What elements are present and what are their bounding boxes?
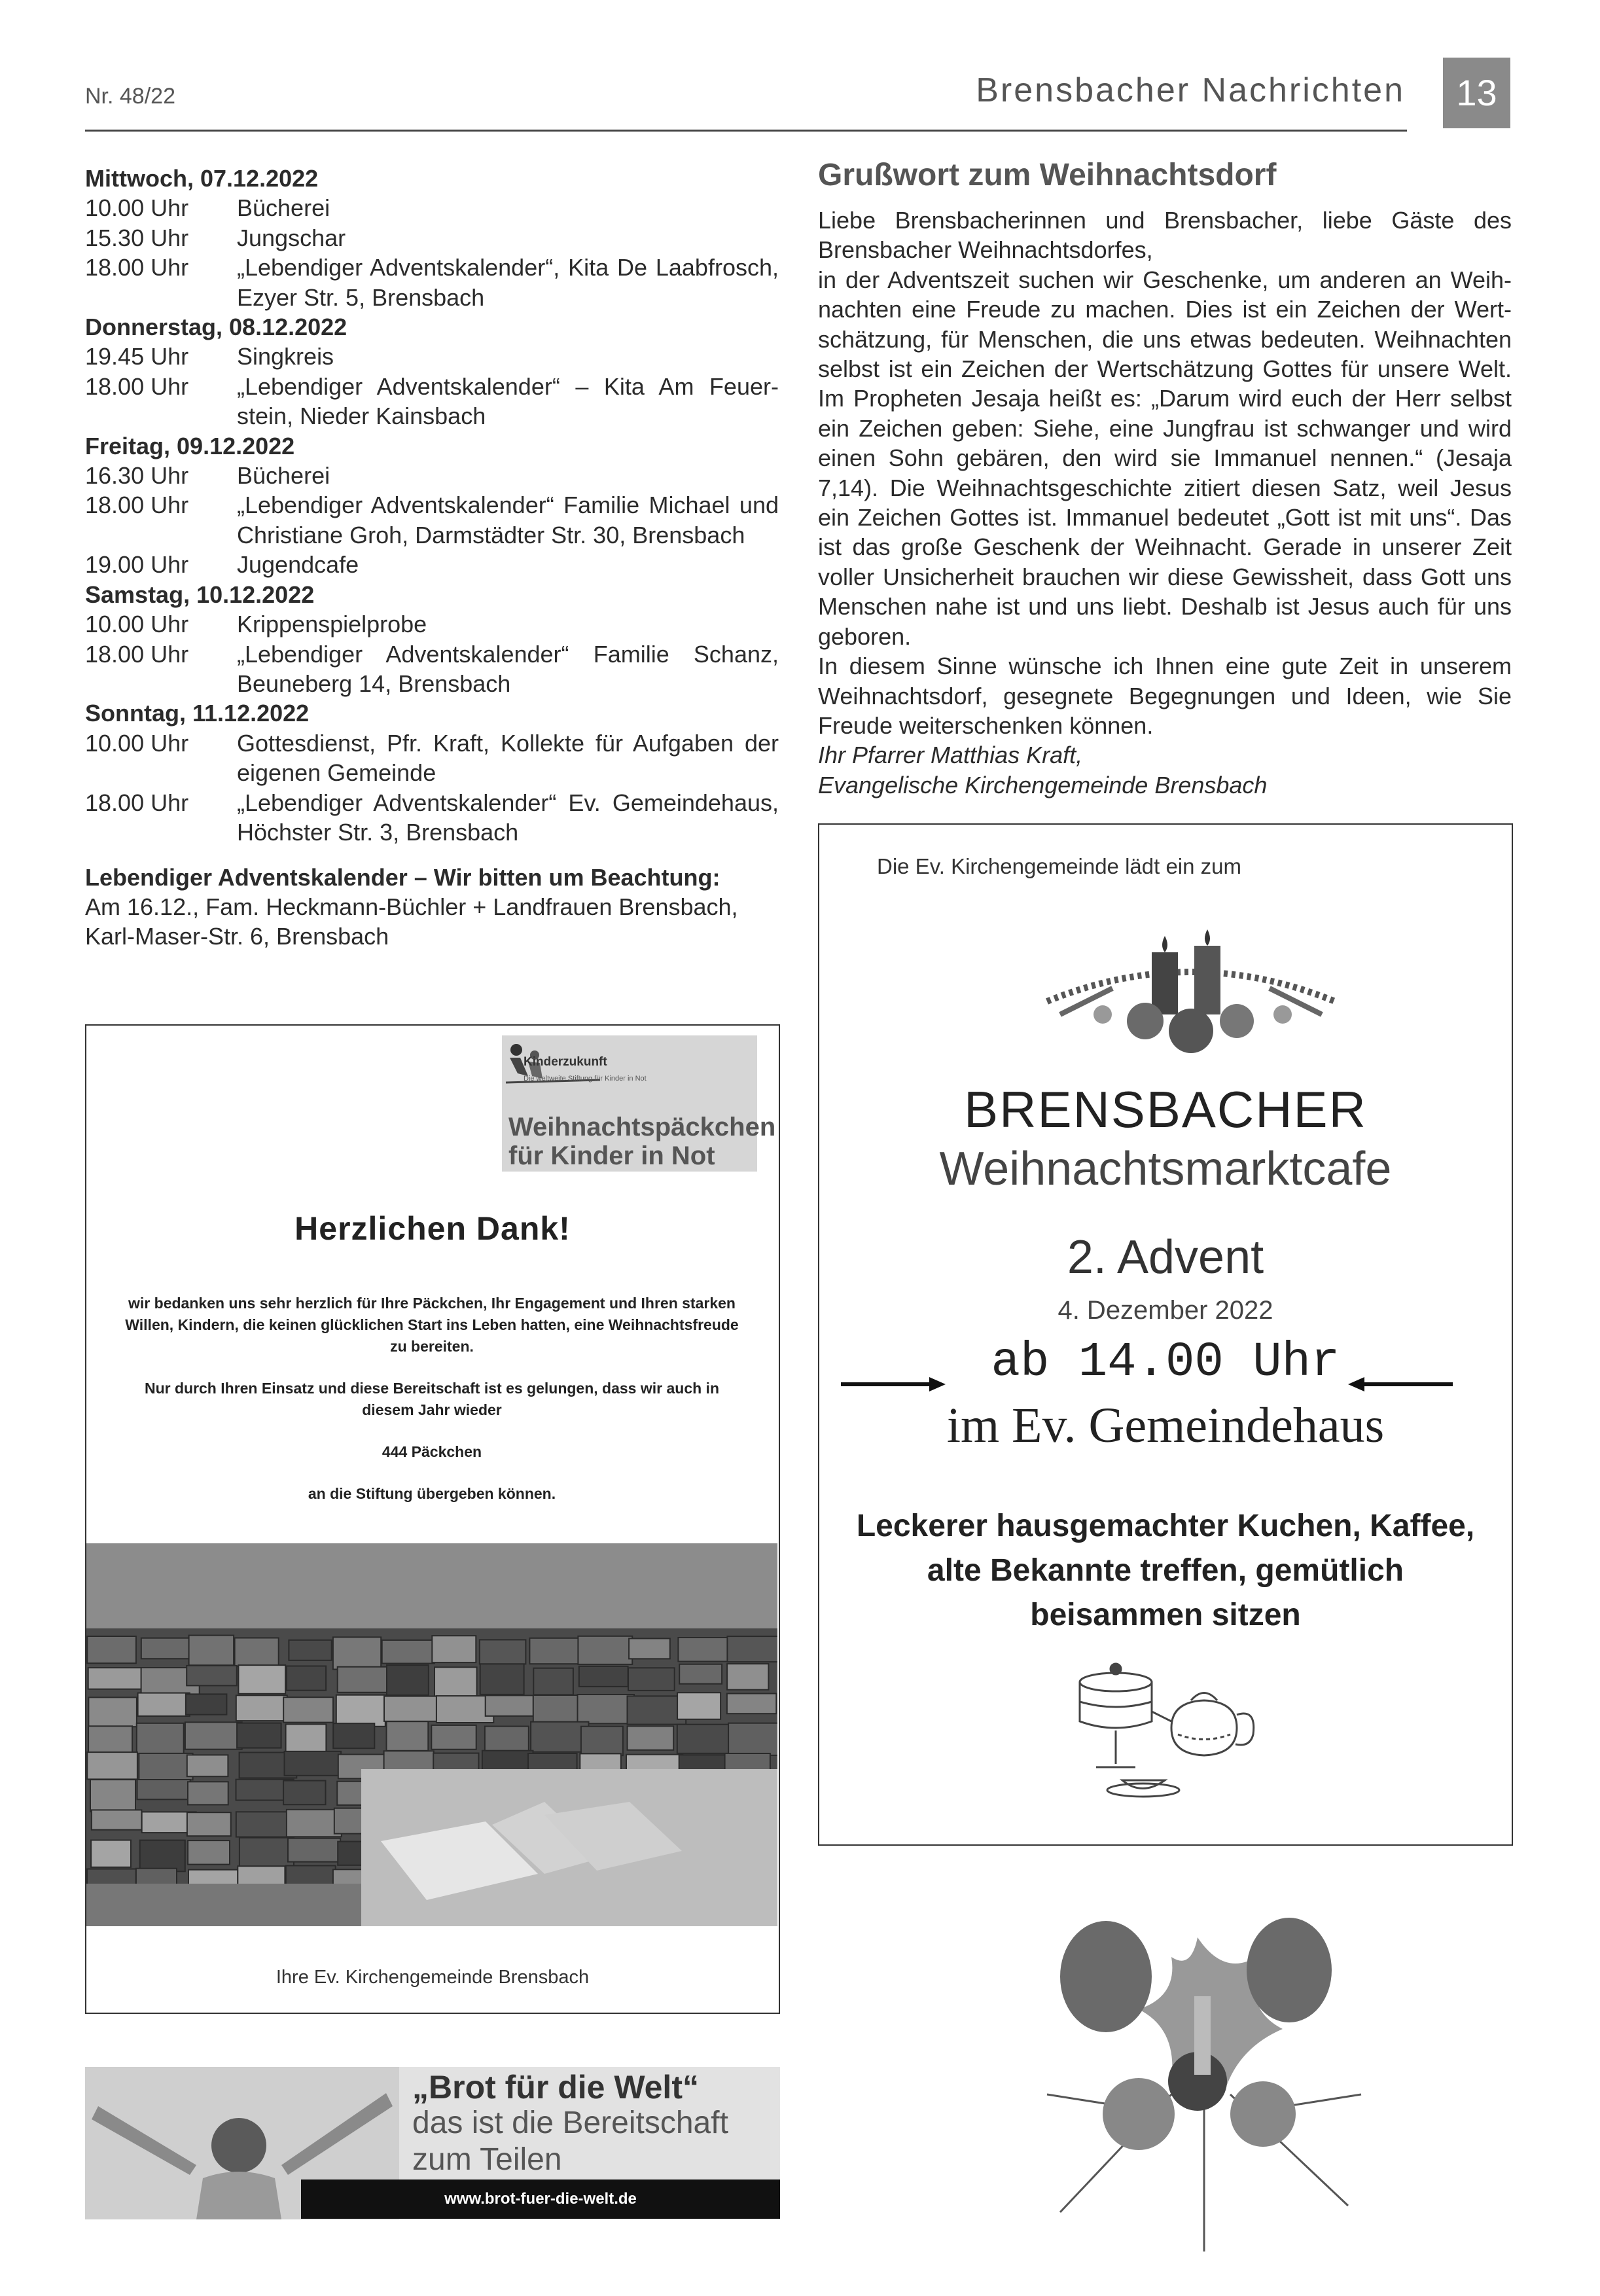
event-time: 18.00 Uhr — [85, 640, 189, 668]
thank-you-footer: Ihre Ev. Kirchengemeinde Brensbach — [276, 1967, 590, 1988]
thank-you-heading: Herzlichen Dank! — [294, 1210, 571, 1247]
schedule-day-heading: Mittwoch, 07.12.2022 — [85, 165, 319, 192]
thank-you-paragraph: wir bedanken uns sehr herzlich für Ihre Päckchen, Ihr Engagement und Ihren starken Willen, Kindern, die keinen glücklichen Start ins Leben hatten, eine Weihnachtsfreude zu bereiten. — [125, 1295, 739, 1355]
schedule-event — [85, 609, 779, 639]
advent-candles-icon — [1034, 916, 1348, 1067]
bfdw-url[interactable]: www.brot-fuer-die-welt.de — [301, 2179, 780, 2219]
bfdw-line-3: zum Teilen — [412, 2142, 562, 2177]
cafe-date: 4. Dezember 2022 — [1058, 1296, 1273, 1325]
event-description: Jungschar — [237, 224, 346, 251]
event-description: Gottesdienst, Pfr. Kraft, Kollekte für Aufgaben der eigenen Gemeinde — [237, 729, 779, 787]
christmas-ornament-icon — [1008, 1898, 1400, 2265]
bfdw-slogan — [412, 2105, 728, 2178]
header-rule — [85, 130, 1407, 132]
issue-number: Nr. 48/22 — [85, 84, 175, 109]
cafe-place: im Ev. Gemeindehaus — [946, 1398, 1385, 1453]
schedule-event — [85, 550, 779, 579]
schedule-event — [85, 193, 779, 223]
schedule-day-heading: Donnerstag, 08.12.2022 — [85, 314, 347, 341]
schedule-event — [85, 223, 779, 253]
greeting-title: Grußwort zum Weihnachtsdorf — [818, 158, 1277, 192]
event-description: Bücherei — [237, 462, 330, 490]
cafe-title: BRENSBACHER — [964, 1081, 1367, 1138]
thank-you-text — [118, 1293, 746, 1525]
notice-text: Am 16.12., Fam. Heckmann-Büchler + Landfrauen Brensbach, Karl-Maser-Str. 6, Brensbach — [85, 893, 738, 950]
greeting-signature-name: Ihr Pfarrer Matthias Kraft, — [818, 742, 1083, 769]
cafe-advent: 2. Advent — [1067, 1231, 1264, 1283]
thank-you-paragraph: an die Stiftung übergeben können. — [308, 1485, 556, 1502]
event-time: 10.00 Uhr — [85, 194, 189, 222]
cafe-description — [819, 1504, 1512, 1638]
cafe-description-line: Leckerer hausgemachter Kuchen, Kaffee, — [856, 1509, 1475, 1543]
schedule-event — [85, 490, 779, 550]
cake-and-teapot-icon — [1067, 1649, 1263, 1806]
cafe-subtitle: Weihnachtsmarktcafe — [939, 1143, 1392, 1195]
greeting-article — [818, 156, 1512, 800]
greeting-signature-org: Evangelische Kirchengemeinde Brensbach — [818, 771, 1268, 798]
event-description: „Lebendiger Adventskalender“ Familie Schanz, Beuneberg 14, Brensbach — [237, 640, 779, 697]
schedule-event — [85, 728, 779, 788]
event-time: 19.45 Uhr — [85, 343, 189, 370]
event-time: 18.00 Uhr — [85, 372, 189, 400]
publication-title: Brensbacher Nachrichten — [976, 71, 1405, 109]
event-time: 18.00 Uhr — [85, 789, 189, 816]
event-time: 18.00 Uhr — [85, 492, 189, 519]
event-description: „Lebendiger Adventskalender“ – Kita Am Feuerstein, Nieder Kainsbach — [237, 372, 779, 430]
schedule-day-heading: Freitag, 09.12.2022 — [85, 432, 295, 459]
schedule-event — [85, 639, 779, 699]
page-number: 13 — [1443, 58, 1510, 128]
schedule-event — [85, 342, 779, 371]
arrow-left-icon — [1348, 1374, 1453, 1394]
event-schedule — [85, 164, 779, 847]
event-description: Jugendcafe — [237, 551, 359, 579]
event-time: 10.00 Uhr — [85, 611, 189, 638]
schedule-event — [85, 788, 779, 848]
cafe-description-line: alte Bekannte treffen, gemütlich — [927, 1553, 1404, 1588]
schedule-event — [85, 253, 779, 312]
cafe-description-line: beisammen sitzen — [1030, 1598, 1301, 1632]
event-description: „Lebendiger Adventskalender“ Ev. Gemeindehaus, Höchster Str. 3, Brensbach — [237, 789, 779, 846]
schedule-event — [85, 372, 779, 431]
schedule-event — [85, 461, 779, 490]
kinderzukunft-logo-title: Weihnachtspäckchen für Kinder in Not — [508, 1113, 776, 1170]
bfdw-line-2: das ist die Bereitschaft — [412, 2106, 728, 2140]
notice-heading: Lebendiger Adventskalender – Wir bitten um Beachtung: — [85, 864, 720, 891]
cafe-invite: Die Ev. Kirchengemeinde lädt ein zum — [877, 854, 1242, 878]
event-description: „Lebendiger Adventskalender“, Kita De Laabfrosch, Ezyer Str. 5, Brensbach — [237, 254, 779, 311]
event-time: 15.30 Uhr — [85, 224, 189, 251]
thank-you-paragraph: Nur durch Ihren Einsatz und diese Bereitschaft ist es gelungen, dass wir auch in diesem Jahr wieder — [144, 1380, 720, 1418]
event-time: 19.00 Uhr — [85, 551, 189, 579]
schedule-day-heading: Samstag, 10.12.2022 — [85, 581, 315, 608]
event-description: Singkreis — [237, 343, 334, 370]
arrow-right-icon — [841, 1374, 946, 1394]
greeting-paragraph: In diesem Sinne wünsche ich Ihnen eine gute Zeit in unserem Weihnachtsdorf, gesegnete Begegnungen und Ideen, wie Sie Freude weiterschenken können. — [818, 653, 1512, 739]
package-count: 444 Päckchen — [382, 1443, 482, 1460]
greeting-paragraph: in der Adventszeit suchen wir Geschenke, um anderen an Weihnachten eine Freude zu machen. Dies ist ein Zeichen der Wertschätzung, für Menschen, die uns etwas bedeuten. Weihnachten selbst ist ein Zeichen der Wertschätzung Gottes für unsere Welt. Im Propheten Jesaja heißt es: „Darum wird euch der Herr selbst ein Zeichen geben: Siehe, eine Jungfrau ist schwanger und wird einen Sohn gebären, den wird sie Immanuel nennen.“ (Jesaja 7,14). Die Weihnachtsgeschichte zitiert diesen Satz, weil Jesus ein Zeichen Gottes ist. Immanuel bedeutet „Gott ist mit uns“. Das ist das große Geschenk der Weihnacht. Gerade in unserer Zeit voller Unsicherheit brauchen wir diese Gewissheit, dass Gott uns Menschen nahe ist und uns liebt. Deshalb ist Jesus auch für uns geboren. — [818, 266, 1512, 650]
bfdw-line-1: „Brot für die Welt“ — [412, 2069, 699, 2106]
event-description: Krippenspielprobe — [237, 611, 427, 638]
schedule-day-heading: Sonntag, 11.12.2022 — [85, 700, 310, 727]
event-time: 16.30 Uhr — [85, 462, 189, 490]
gift-boxes-photo — [86, 1543, 777, 1926]
event-description: „Lebendiger Adventskalender“ Familie Michael und Christiane Groh, Darmstädter Str. 30, Brensbach — [237, 492, 779, 548]
kinderzukunft-name: Kinderzukunft — [524, 1055, 607, 1069]
event-description: Bücherei — [237, 194, 330, 222]
greeting-paragraph: Liebe Brensbacherinnen und Brensbacher, liebe Gäste des Brensbacher Weihnachtsdorfes, — [818, 207, 1512, 264]
cafe-time: ab 14.00 Uhr — [991, 1335, 1340, 1390]
event-time: 10.00 Uhr — [85, 729, 189, 757]
adventskalender-notice — [85, 863, 779, 951]
kinderzukunft-tagline: Die weltweite Stiftung für Kinder in Not — [524, 1075, 647, 1083]
event-time: 18.00 Uhr — [85, 254, 189, 281]
